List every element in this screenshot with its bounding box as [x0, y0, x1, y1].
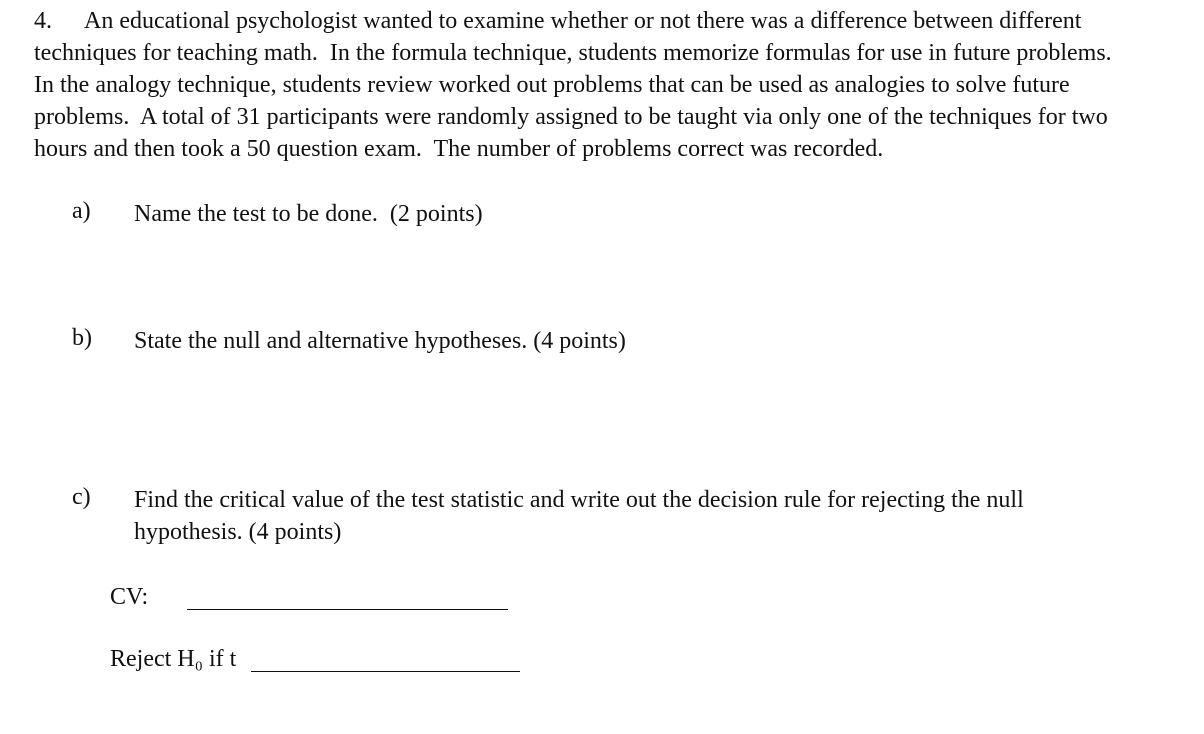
part-letter: b) [72, 325, 92, 351]
decision-rule-blank[interactable] [251, 651, 520, 672]
part-question-line: State the null and alternative hypotheses. (4 points) [134, 328, 626, 354]
part-letter: c) [72, 484, 91, 510]
part-question-line: hypothesis. (4 points) [134, 519, 342, 545]
part-question-line: Name the test to be done. (2 points) [134, 201, 483, 227]
part-question [134, 325, 1134, 357]
problem-line-4: problems. A total of 31 participants were randomly assigned to be taught via only one of the techniques for two [34, 104, 1108, 130]
critical-value-label: CV: [110, 584, 149, 610]
problem-line-5: hours and then took a 50 question exam. The number of problems correct was recorded. [34, 136, 884, 162]
part-question-line: Find the critical value of the test statistic and write out the decision rule for rejecting the null [134, 487, 1024, 513]
part-question [134, 484, 1134, 548]
critical-value-row [110, 584, 148, 611]
problem-line-3: In the analogy technique, students review worked out problems that can be used as analogies to solve future [34, 72, 1070, 98]
decision-rule-row [110, 646, 236, 673]
part-letter: a) [72, 198, 91, 224]
problem-line-2: techniques for teaching math. In the formula technique, students memorize formulas for use in future problems. [34, 40, 1112, 66]
problem-line-1 [34, 5, 1194, 37]
problem-text-line: An educational psychologist wanted to examine whether or not there was a difference between different [84, 8, 1082, 34]
critical-value-blank[interactable] [187, 589, 508, 610]
problem-number: 4. [34, 8, 52, 34]
problem-statement [34, 5, 1194, 165]
part-question [134, 198, 1134, 230]
decision-rule-label: Reject H₀ if t [110, 646, 237, 672]
